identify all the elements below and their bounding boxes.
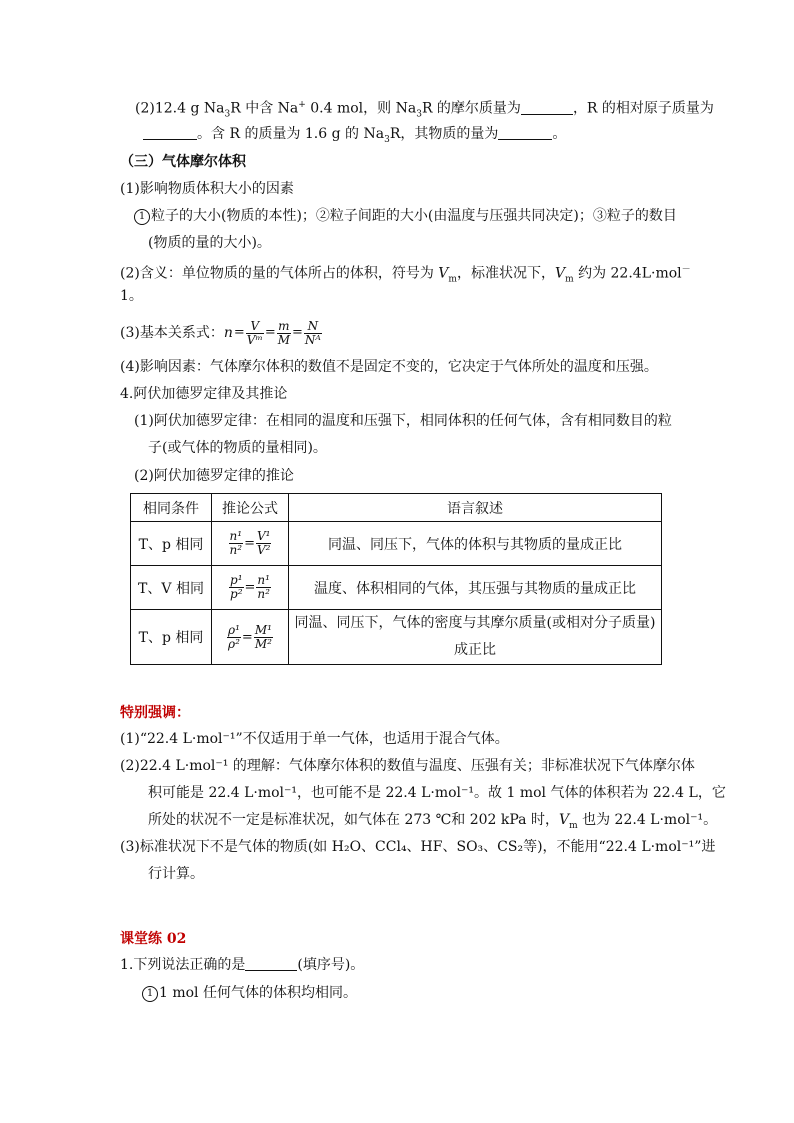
avogadro-title: 4.阿伏加德罗定律及其推论 xyxy=(120,386,288,402)
emphasis-title: 特别强调： xyxy=(120,705,190,721)
answer-blank[interactable] xyxy=(521,100,573,115)
table-cell-formula: $\frac{\text{ρ¹}}{\text{ρ²}}$ = $\frac{\text{M¹}}{\text{M²}}$ xyxy=(212,610,289,665)
table-row xyxy=(131,566,662,610)
circled-number-icon: 1 xyxy=(134,209,150,225)
meaning-line2: 1。 xyxy=(120,288,143,304)
table-cell-formula: $\frac{\text{p¹}}{\text{p²}}$ = $\frac{\text{n¹}}{\text{n²}}$ xyxy=(212,566,289,610)
avogadro-law-line2: 子(或气体的物质的量相同)。 xyxy=(148,440,327,456)
factors-title: (1)影响物质体积大小的因素 xyxy=(120,181,294,197)
question-2-line1: (2)12.4 g $Na_3R$ 中含 Na+ 0.4 mol，则 $Na_3R$ 的摩尔质量为 ，R 的相对原子质量为 xyxy=(135,100,714,120)
meaning-line1: (2)含义：单位物质的量的气体所占的体积，符号为 $V_m$，标准状况下，$V_m$ 约为 22.4L·mol－ xyxy=(120,265,691,285)
table-cell-description: 同温、同压下，气体的密度与其摩尔质量(或相对分子质量) 成正比 xyxy=(289,610,662,665)
table-header: 语言叙述 xyxy=(289,494,662,522)
emphasis-p2-line2: 积可能是 22.4 L·mol⁻¹，也可能不是 22.4 L·mol⁻¹。故 1 mol 气体的体积若为 22.4 L，它 xyxy=(148,785,726,801)
emphasis-p3-line2: 行计算。 xyxy=(148,866,204,882)
emphasis-p2-line3: 所处的状况不一定是标准状况，如气体在 273 ℃和 202 kPa 时，$V_m$ 也为 22.4 L·mol⁻¹。 xyxy=(148,812,718,831)
answer-blank[interactable] xyxy=(143,125,197,140)
practice-question-1: 1.下列说法正确的是 (填序号)。 xyxy=(120,957,365,973)
factors-line1: 1 粒子的大小(物质的本性)；②粒子间距的大小(由温度与压强共同决定)；③粒子的数目 xyxy=(134,206,677,226)
emphasis-p2-line1: (2)22.4 L·mol⁻¹ 的理解：气体摩尔体积的数值与温度、压强有关；非标准状况下气体摩尔体 xyxy=(120,758,695,774)
table-header-row xyxy=(131,494,662,522)
question-2-line2: 。含 R 的质量为 1.6 g 的 $Na_3R$，其物质的量为 。 xyxy=(143,124,566,150)
table-header: 推论公式 xyxy=(212,494,289,522)
section-title: （三）气体摩尔体积 xyxy=(120,154,246,170)
table-row xyxy=(131,522,662,566)
table-header: 相同条件 xyxy=(131,494,212,522)
corollary-title: (2)阿伏加德罗定律的推论 xyxy=(134,468,294,484)
answer-blank[interactable] xyxy=(498,125,552,140)
table-cell-description: 温度、体积相同的气体，其压强与其物质的量成正比 xyxy=(289,566,662,610)
table-cell-condition: T、p 相同 xyxy=(131,610,212,665)
emphasis-p3-line1: (3)标准状况下不是气体的物质(如 H₂O、CCl₄、HF、SO₃、CS₂等)，不能用“22.4 L·mol⁻¹”进 xyxy=(120,839,716,855)
table-cell-description: 同温、同压下，气体的体积与其物质的量成正比 xyxy=(289,522,662,566)
emphasis-p1: (1)“22.4 L·mol⁻¹”不仅适用于单一气体，也适用于混合气体。 xyxy=(120,731,509,747)
circled-number-icon: 1 xyxy=(142,986,158,1002)
practice-option-1: 1 1 mol 任何气体的体积均相同。 xyxy=(142,983,357,1003)
basic-relation: (3)基本关系式：n= $\frac{V}{\text{Vᵐ}}$ = $\frac{m}{M}$ = $\frac{N}{\text{Nᴬ}}$ xyxy=(120,318,321,347)
table-row xyxy=(131,610,662,665)
table-cell-condition: T、V 相同 xyxy=(131,566,212,610)
factors-line2: (物质的量的大小)。 xyxy=(148,235,271,251)
influence-text: (4)影响因素：气体摩尔体积的数值不是固定不变的，它决定于气体所处的温度和压强。 xyxy=(120,359,658,375)
fraction: $\frac{N}{\text{Nᴬ}}$ xyxy=(304,318,321,347)
answer-blank[interactable] xyxy=(245,956,297,971)
corollary-table xyxy=(130,493,662,665)
table-cell-condition: T、p 相同 xyxy=(131,522,212,566)
fraction: $\frac{V}{\text{Vᵐ}}$ xyxy=(246,318,263,347)
practice-title: 课堂练 02 xyxy=(120,931,187,947)
avogadro-law-line1: (1)阿伏加德罗定律：在相同的温度和压强下，相同体积的任何气体，含有相同数目的粒 xyxy=(134,413,672,429)
table-cell-formula: $\frac{\text{n¹}}{\text{n²}}$ = $\frac{\text{V¹}}{\text{V²}}$ xyxy=(212,522,289,566)
fraction: $\frac{m}{M}$ xyxy=(277,318,291,347)
